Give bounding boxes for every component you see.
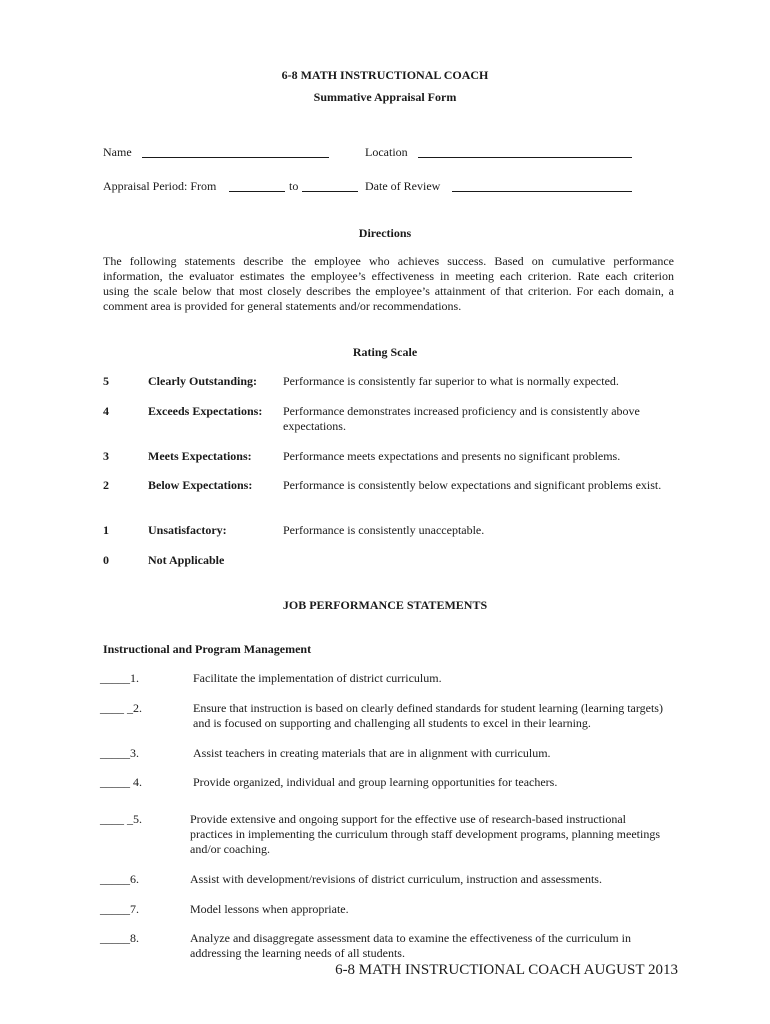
statement-text: Ensure that instruction is based on clearly defined standards for student learning (learning targets) and is focused on supporting and challenging all students to excel in their learning. xyxy=(193,701,663,730)
directions-line: The following statements describe the employee who achieves success. Based on cumulative performance xyxy=(103,254,674,268)
statement-rating-blank[interactable]: ____ _2. xyxy=(100,701,142,715)
statement-rating-blank[interactable]: _____ 4. xyxy=(100,775,142,789)
statement-rating-blank[interactable]: _____6. xyxy=(100,872,139,886)
location-field[interactable] xyxy=(418,157,632,158)
rating-description: Performance is consistently far superior to what is normally expected. xyxy=(283,374,619,388)
appraisal-period-label: Appraisal Period: From xyxy=(103,179,217,193)
location-label: Location xyxy=(365,145,408,159)
form-title: 6-8 MATH INSTRUCTIONAL COACH xyxy=(281,68,489,82)
statement-rating-blank[interactable]: _____8. xyxy=(100,931,139,945)
rating-description: Performance demonstrates increased proficiency and is consistently above expectations. xyxy=(283,404,640,433)
directions-line: using the scale below that most closely describes the employee’s attainment of that criterion. For each domain, a xyxy=(103,284,674,298)
directions-heading: Directions xyxy=(358,226,412,240)
statement-text: Assist with development/revisions of district curriculum, instruction and assessments. xyxy=(190,872,602,886)
period-to-label: to xyxy=(289,179,299,193)
job-performance-heading: JOB PERFORMANCE STATEMENTS xyxy=(282,598,488,612)
rating-description: Performance is consistently unacceptable. xyxy=(283,523,485,537)
name-field[interactable] xyxy=(142,157,329,158)
section-heading: Instructional and Program Management xyxy=(103,642,312,656)
statement-rating-blank[interactable]: ____ _5. xyxy=(100,812,142,826)
rating-term: Not Applicable xyxy=(148,553,225,567)
statement-text: Model lessons when appropriate. xyxy=(190,902,349,916)
rating-number: 2 xyxy=(103,478,109,492)
rating-term: Clearly Outstanding: xyxy=(148,374,258,388)
statement-text: Provide extensive and ongoing support for the effective use of research-based instructional practices in implementing the curriculum through staff development programs, planning meetings and/or coaching. xyxy=(190,812,660,856)
rating-term: Below Expectations: xyxy=(148,478,253,492)
rating-description: Performance meets expectations and presents no significant problems. xyxy=(283,449,621,463)
period-from-field[interactable] xyxy=(229,191,285,192)
rating-term: Exceeds Expectations: xyxy=(148,404,263,418)
review-date-field[interactable] xyxy=(452,191,632,192)
rating-term: Unsatisfactory: xyxy=(148,523,227,537)
period-to-field[interactable] xyxy=(302,191,358,192)
statement-text: Facilitate the implementation of district curriculum. xyxy=(193,671,442,685)
rating-number: 3 xyxy=(103,449,109,463)
review-date-label: Date of Review xyxy=(365,179,441,193)
rating-number: 0 xyxy=(103,553,109,567)
form-subtitle: Summative Appraisal Form xyxy=(313,90,457,104)
directions-line: comment area is provided for general statements and/or recommendations. xyxy=(103,299,462,313)
directions-line: information, the evaluator estimates the employee’s effectiveness in meeting each criterion. Rate each criterion xyxy=(103,269,674,283)
statement-rating-blank[interactable]: _____3. xyxy=(100,746,139,760)
statement-text: Assist teachers in creating materials that are in alignment with curriculum. xyxy=(193,746,551,760)
statement-rating-blank[interactable]: _____1. xyxy=(100,671,139,685)
name-label: Name xyxy=(103,145,132,159)
rating-number: 1 xyxy=(103,523,109,537)
rating-scale-heading: Rating Scale xyxy=(352,345,418,359)
rating-number: 5 xyxy=(103,374,109,388)
rating-term: Meets Expectations: xyxy=(148,449,252,463)
rating-number: 4 xyxy=(103,404,109,418)
directions-paragraph xyxy=(103,254,674,314)
rating-description: Performance is consistently below expectations and significant problems exist. xyxy=(283,478,662,492)
statement-text: Provide organized, individual and group learning opportunities for teachers. xyxy=(193,775,558,789)
statement-rating-blank[interactable]: _____7. xyxy=(100,902,139,916)
page-footer: 6-8 MATH INSTRUCTIONAL COACH AUGUST 2013 xyxy=(335,962,678,978)
statement-text: Analyze and disaggregate assessment data to examine the effectiveness of the curriculum in addressing the learning needs of all students. xyxy=(190,931,631,960)
